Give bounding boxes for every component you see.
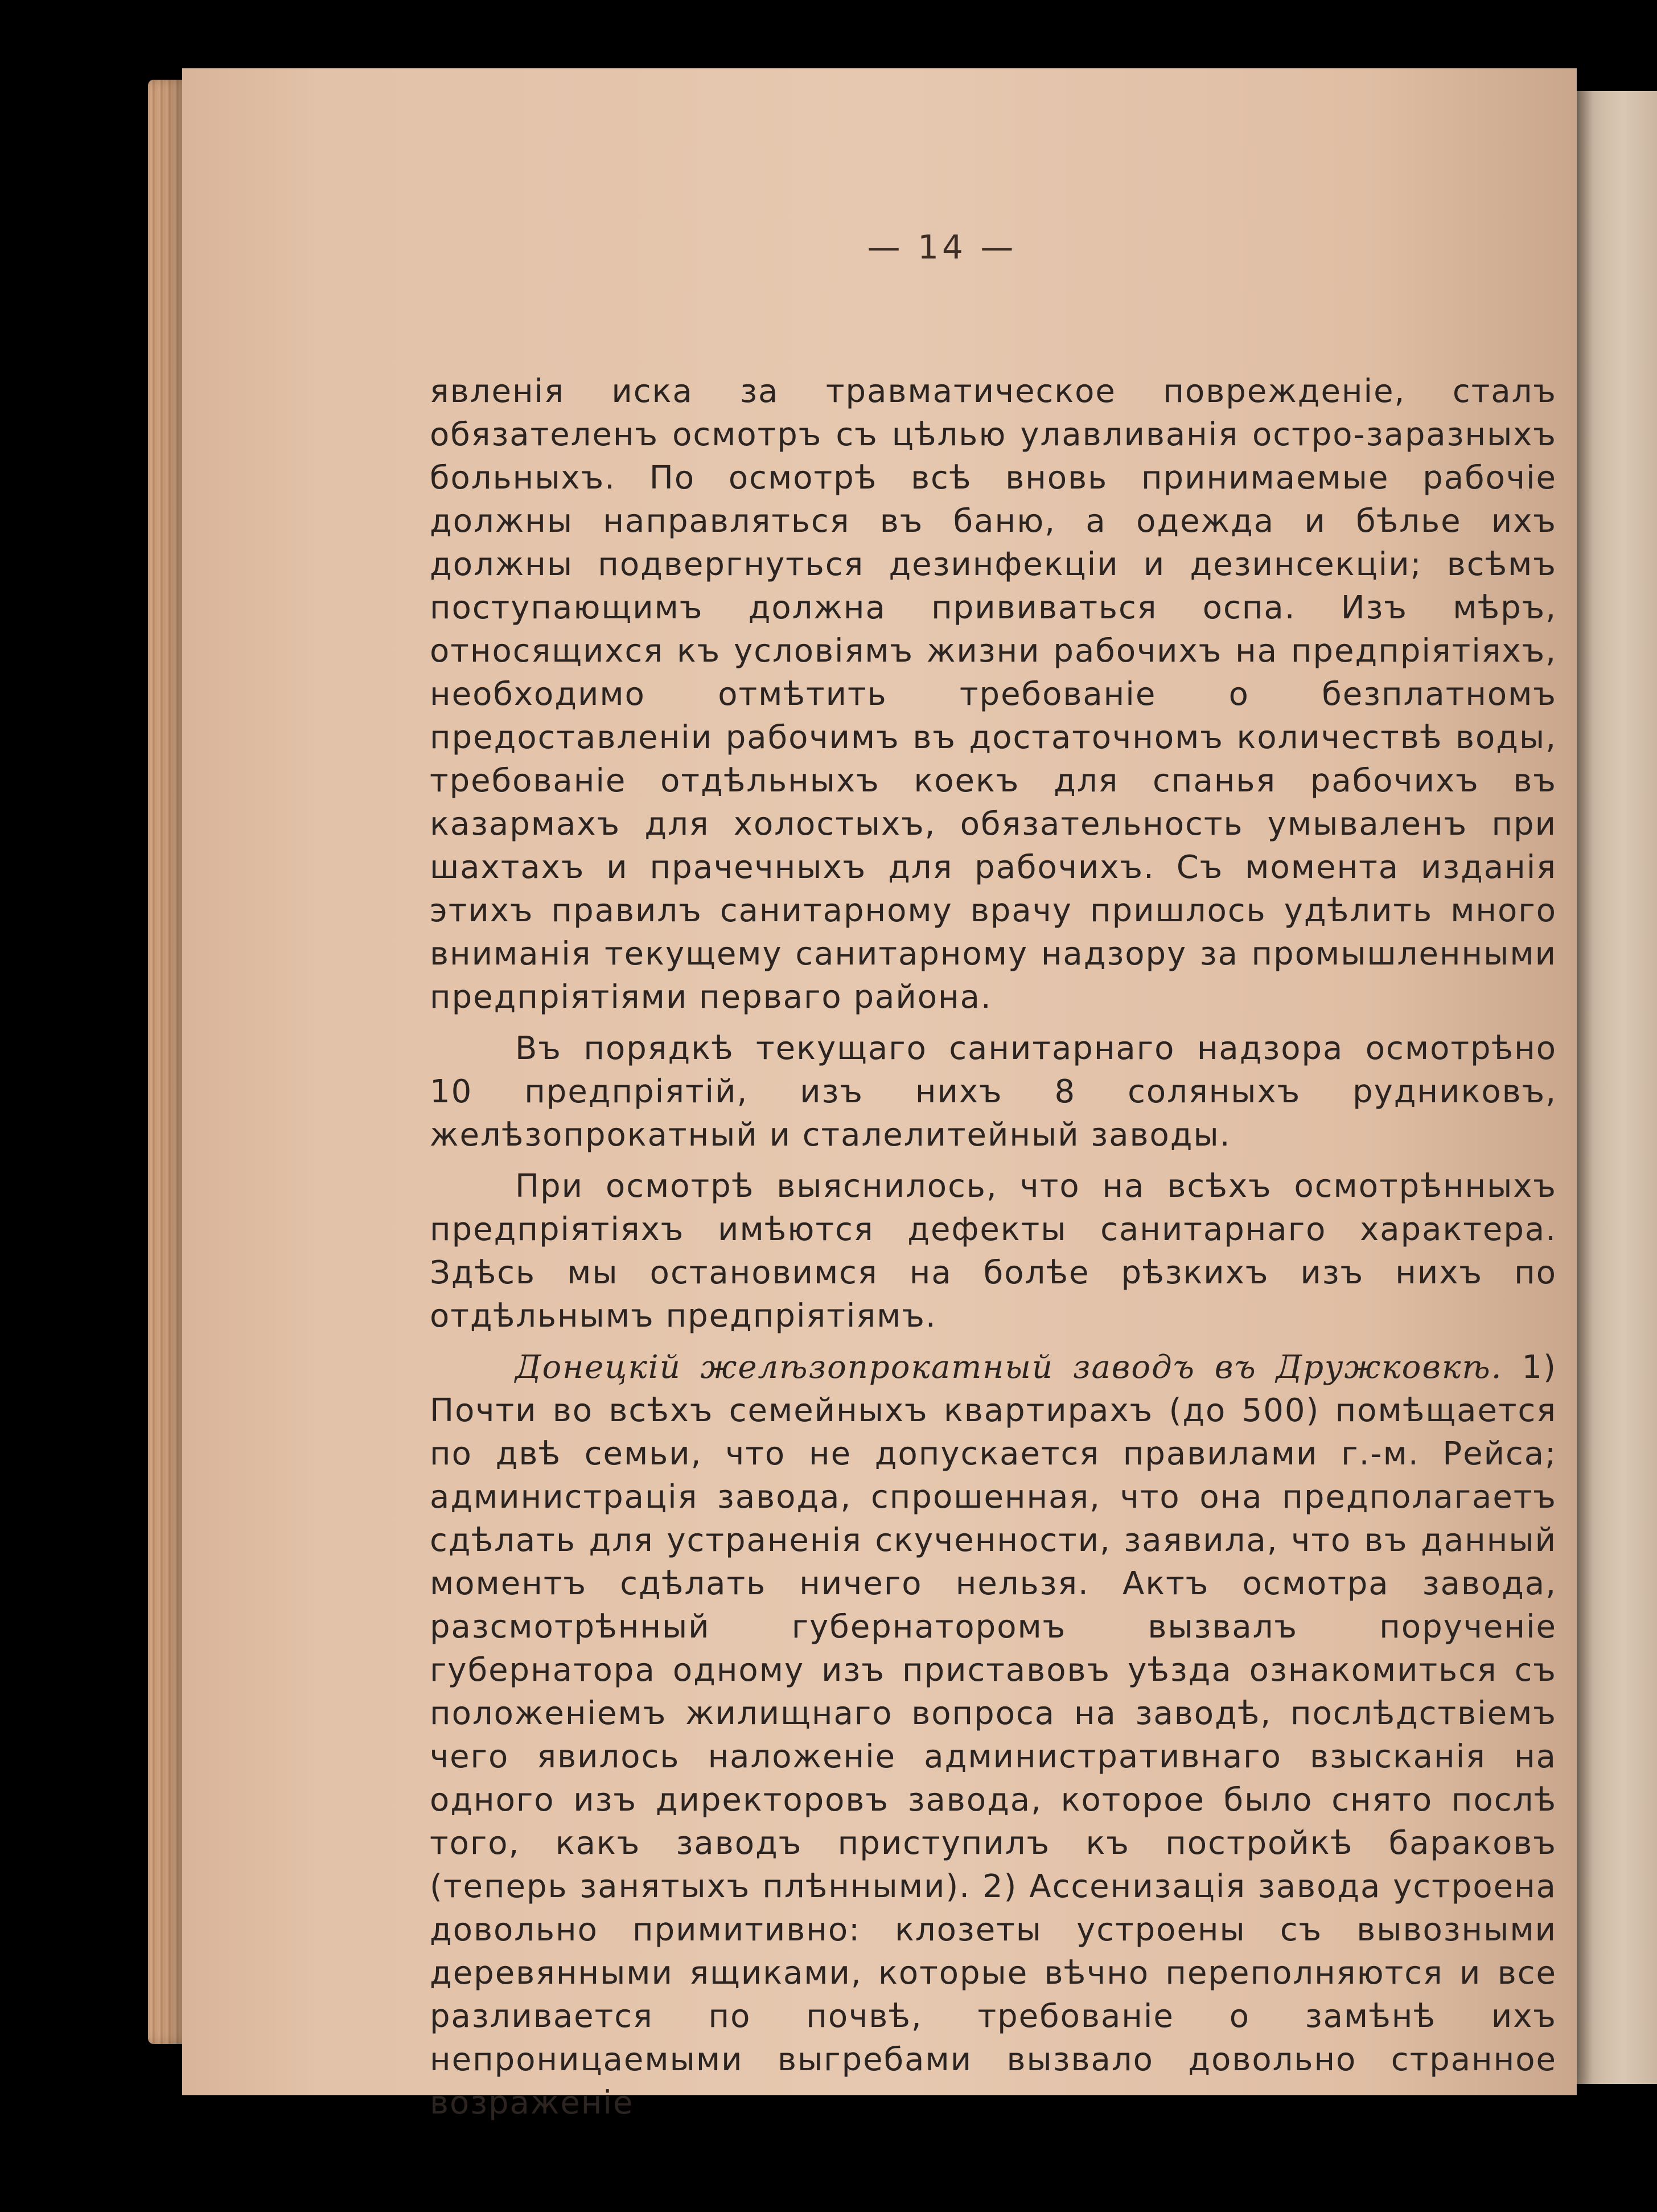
paragraph-4-italic-lead: Донецкій желѣзопрокатный заводъ въ Дружковкѣ. (515, 1349, 1503, 1386)
paragraph-2: Въ порядкѣ текущаго санитарнаго надзора осмотрѣно 10 предпріятій, изъ нихъ 8 соляныхъ рудниковъ, желѣзопрокатный и сталелитейный заводы. (430, 1030, 1557, 1154)
paragraph-4-text: 1) Почти во всѣхъ семейныхъ квартирахъ (до 500) помѣщается по двѣ семьи, что не допускается правилами г.-м. Рейса; администрація завода, спрошенная, что она предполагаетъ сдѣлать для устраненія скученности, заявила, что въ данный моментъ сдѣлать ничего нельзя. Актъ осмотра завода, разсмотрѣнный губернаторомъ вызвалъ порученіе губернатора одному изъ приставовъ уѣзда ознакомиться съ положеніемъ жилищнаго вопроса на заводѣ, послѣдствіемъ чего явилось наложеніе административнаго взысканія на одного изъ директоровъ завода, которое было снято послѣ того, какъ заводъ приступилъ къ постройкѣ бараковъ (теперь занятыхъ плѣнными). 2) Ассенизація завода устроена довольно примитивно: клозеты устроены съ вывозными деревянными ящиками, которые вѣчно переполняются и все разливается по почвѣ, требованіе о замѣнѣ ихъ непроницаемыми выгребами вызвало довольно странное возраженіе (430, 1349, 1557, 2121)
paragraph-1: явленія иска за травматическое поврежденіе, сталъ обязателенъ осмотръ съ цѣлью улавливанія остро-заразныхъ больныхъ. По осмотрѣ всѣ вновь принимаемые рабочіе должны направляться въ баню, а одежда и бѣлье ихъ должны подвергнуться дезинфекціи и дезинсекціи; всѣмъ поступающимъ должна прививаться оспа. Изъ мѣръ, относящихся къ условіямъ жизни рабочихъ на предпріятіяхъ, необходимо отмѣтить требованіе о безплатномъ предоставленіи рабочимъ въ достаточномъ количествѣ воды, требованіе отдѣльныхъ коекъ для спанья рабочихъ въ казармахъ для холостыхъ, обязательность умываленъ при шахтахъ и прачечныхъ для рабочихъ. Съ момента изданія этихъ правилъ санитарному врачу пришлось удѣлить много вниманія текущему санитарному надзору за промышленными предпріятіями перваго района. (430, 373, 1557, 1016)
page-number: — 14 — (867, 228, 1017, 266)
adjacent-page (1571, 91, 1657, 2084)
page-text (430, 370, 1557, 2133)
paragraph-3: При осмотрѣ выяснилось, что на всѣхъ осмотрѣнныхъ предпріятіяхъ имѣются дефекты санитарнаго характера. Здѣсь мы остановимся на болѣе рѣзкихъ изъ нихъ по отдѣльнымъ предпріятіямъ. (430, 1168, 1557, 1335)
paragraph-4 (430, 1346, 1557, 2125)
book-spread (114, 68, 1657, 2121)
